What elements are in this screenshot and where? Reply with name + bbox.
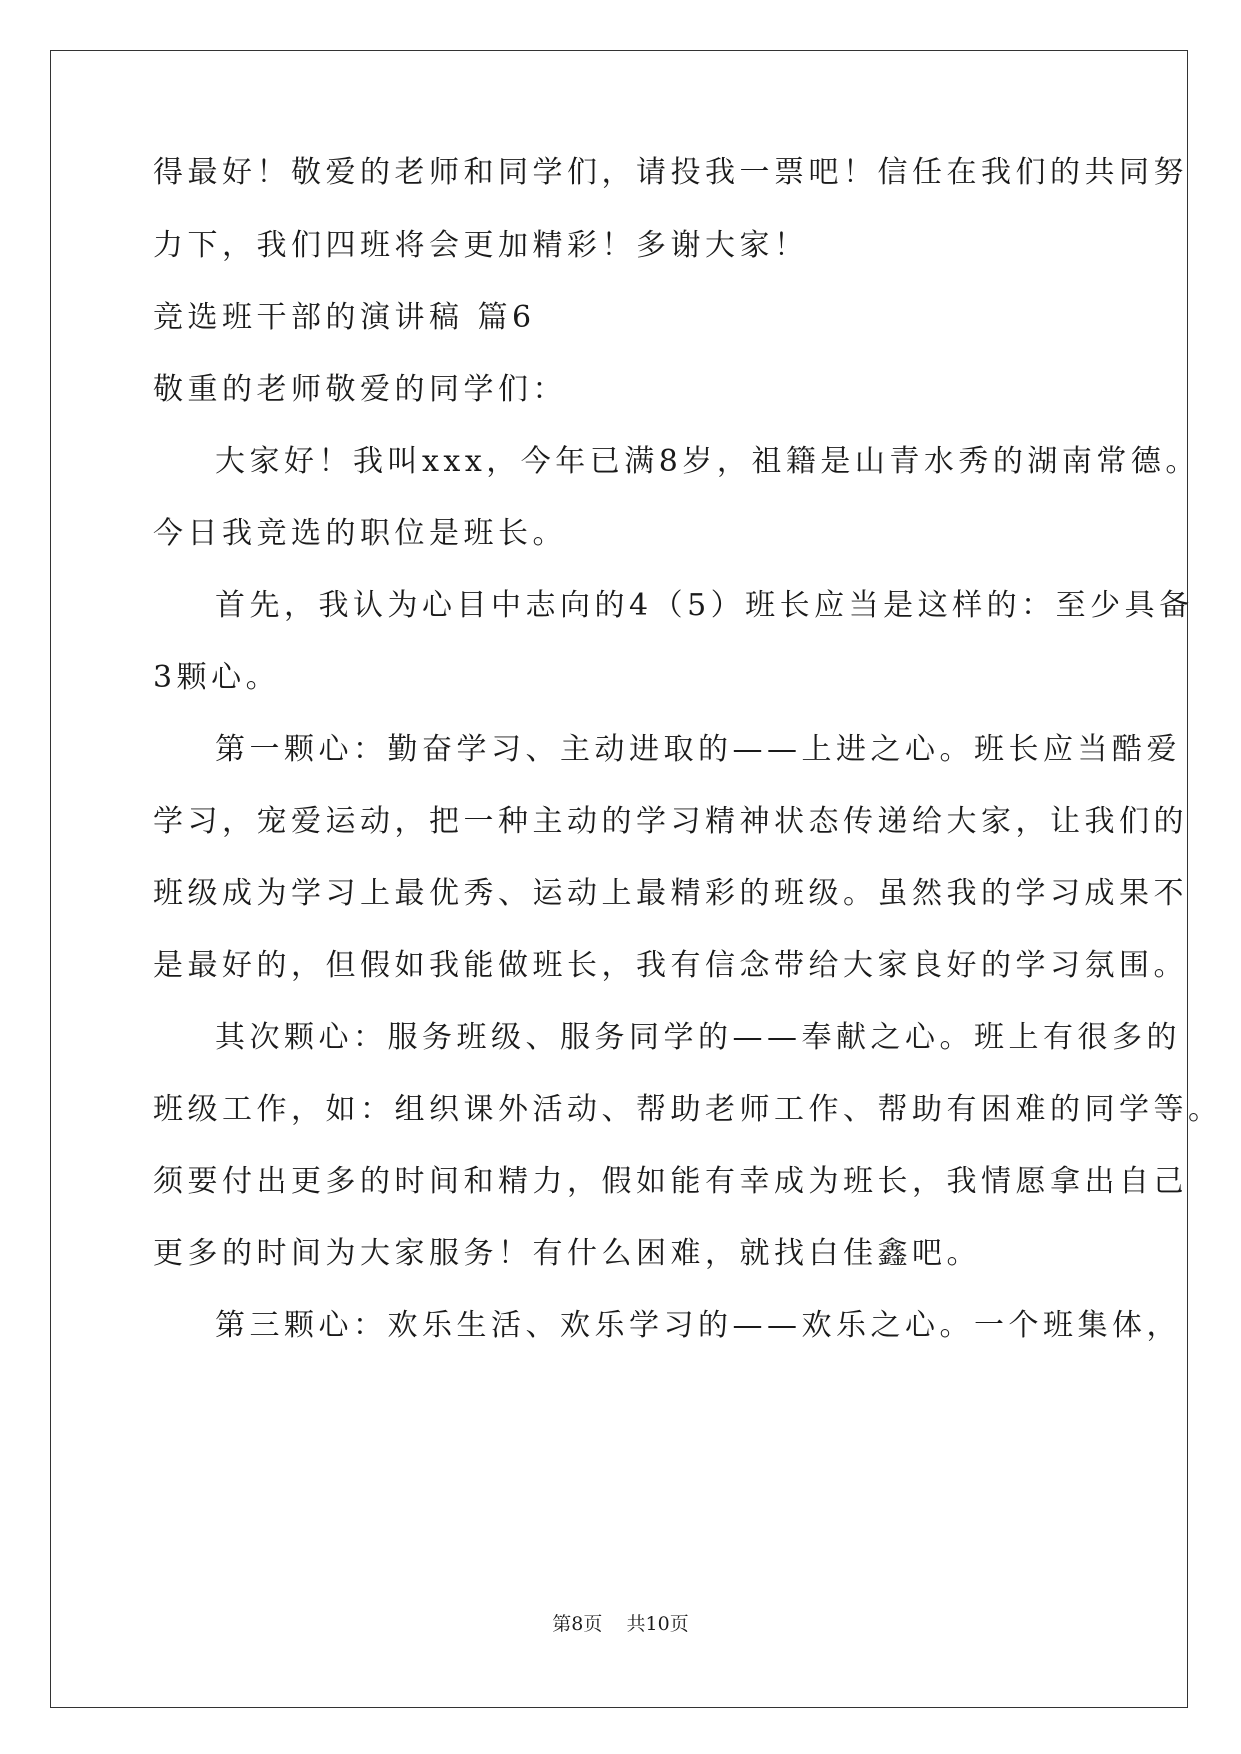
text-line: 首先，我认为心目中志向的4（5）班长应当是这样的：至少具备 — [215, 588, 1194, 623]
text-line: 学习，宠爱运动，把一种主动的学习精神状态传递给大家，让我们的 — [153, 804, 1188, 839]
text-line: 是最好的，但假如我能做班长，我有信念带给大家良好的学习氛围。 — [153, 948, 1188, 983]
text-line: 今日我竞选的职位是班长。 — [153, 516, 567, 551]
page-footer — [0, 1612, 1241, 1636]
text-line: 力下，我们四班将会更加精彩！多谢大家！ — [153, 228, 809, 263]
text-line: 第一颗心：勤奋学习、主动进取的——上进之心。班长应当酷爱 — [215, 732, 1181, 767]
text-line: 得最好！敬爱的老师和同学们，请投我一票吧！信任在我们的共同努 — [153, 155, 1188, 190]
text-line: 其次颗心：服务班级、服务同学的——奉献之心。班上有很多的 — [215, 1020, 1181, 1055]
page-total: 共10页 — [626, 1613, 689, 1635]
text-line: 第三颗心：欢乐生活、欢乐学习的——欢乐之心。一个班集体， — [215, 1308, 1181, 1343]
text-line: 班级工作，如：组织课外活动、帮助老师工作、帮助有困难的同学等。 — [153, 1092, 1223, 1127]
text-line: 须要付出更多的时间和精力，假如能有幸成为班长，我情愿拿出自己 — [153, 1164, 1188, 1199]
salutation: 敬重的老师敬爱的同学们： — [153, 372, 567, 407]
text-line: 大家好！我叫xxx，今年已满8岁，祖籍是山青水秀的湖南常德。 — [215, 444, 1200, 479]
section-heading: 竞选班干部的演讲稿 篇6 — [153, 300, 536, 335]
text-line: 更多的时间为大家服务！有什么困难，就找白佳鑫吧。 — [153, 1236, 981, 1271]
text-line: 3颗心。 — [153, 660, 281, 695]
text-line: 班级成为学习上最优秀、运动上最精彩的班级。虽然我的学习成果不 — [153, 876, 1188, 911]
page-number: 第8页 — [552, 1613, 603, 1635]
